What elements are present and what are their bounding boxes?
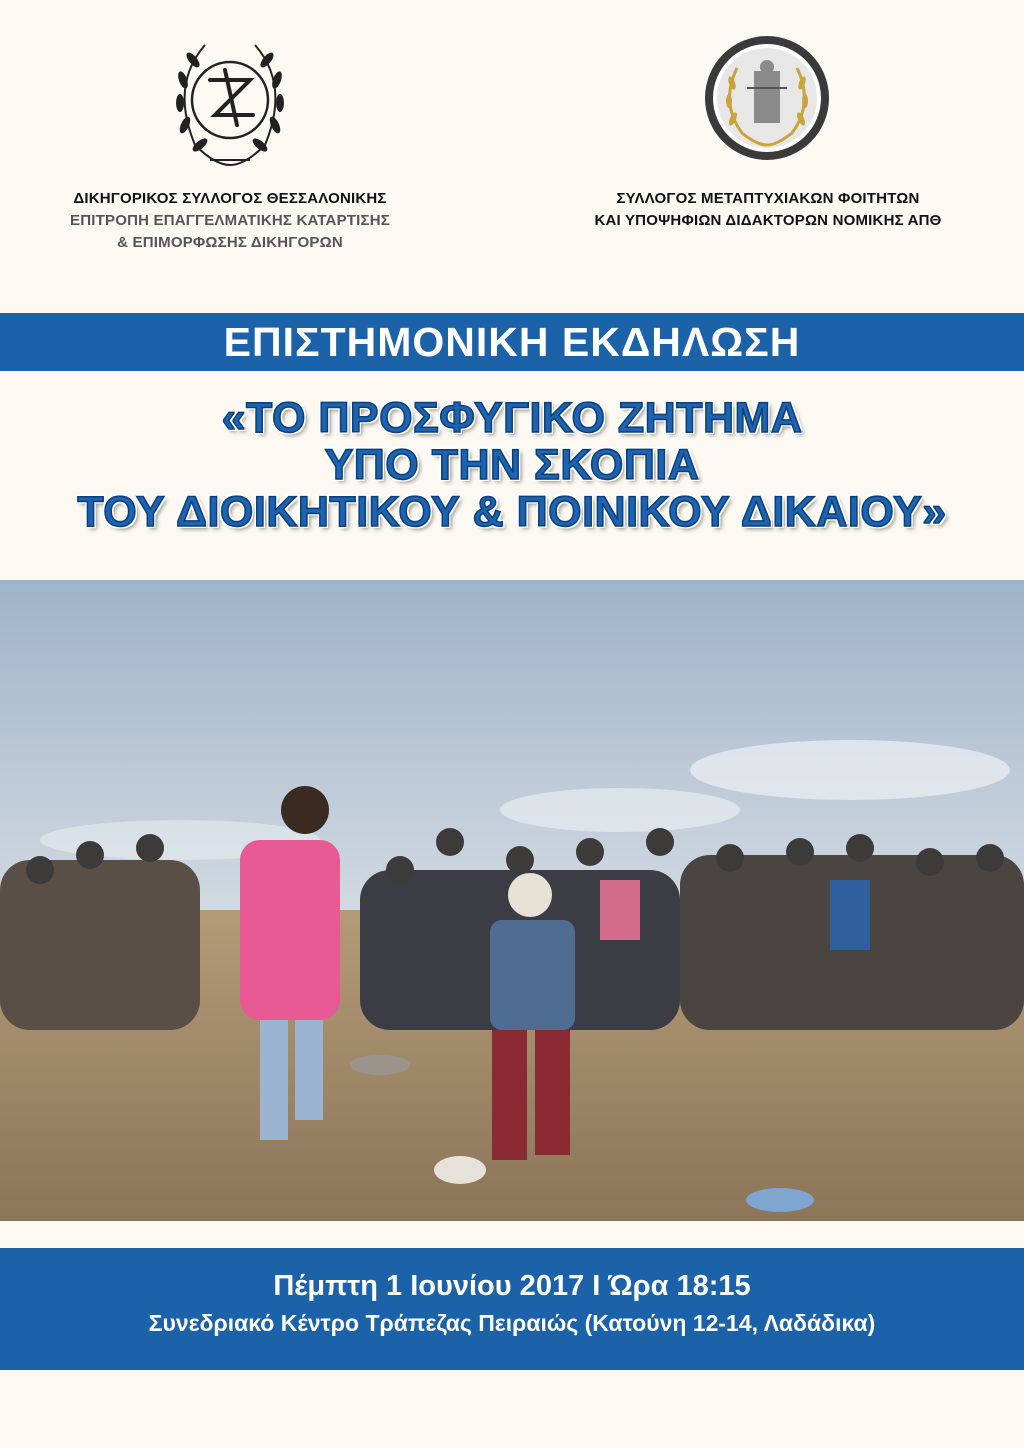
title-line-3: ΤΟΥ ΔΙΟΙΚΗΤΙΚΟΥ & ΠΟΙΝΙΚΟΥ ΔΙΚΑΙΟΥ»	[77, 488, 947, 536]
right-org-name-2: ΚΑΙ ΥΠΟΨΗΦΙΩΝ ΔΙΔΑΚΤΟΡΩΝ ΝΟΜΙΚΗΣ ΑΠΘ	[594, 212, 942, 229]
justice-seal-laurel-icon	[702, 33, 832, 163]
left-org-committee-2: & ΕΠΙΜΟΡΦΩΣΗΣ ΔΙΚΗΓΟΡΩΝ	[117, 234, 343, 251]
left-org-name: ΔΙΚΗΓΟΡΙΚΟΣ ΣΥΛΛΟΓΟΣ ΘΕΣΣΑΛΟΝΙΚΗΣ	[73, 190, 387, 207]
bar-association-logo	[165, 25, 295, 170]
right-org-name: ΣΥΛΛΟΓΟΣ ΜΕΤΑΠΤΥΧΙΑΚΩΝ ΦΟΙΤΗΤΩΝ	[616, 190, 920, 207]
postgraduate-association-logo	[702, 33, 832, 163]
event-date-time: Πέμπτη 1 Ιουνίου 2017 Ι Ώρα 18:15	[273, 1270, 751, 1302]
event-type-banner: ΕΠΙΣΤΗΜΟΝΙΚΗ ΕΚΔΗΛΩΣΗ	[0, 313, 1024, 371]
refugee-children-walking-photo-icon	[0, 580, 1024, 1221]
right-org-text	[548, 188, 988, 232]
event-details-banner	[0, 1248, 1024, 1370]
title-line-1: «ΤΟ ΠΡΟΣΦΥΓΙΚΟ ΖΗΤΗΜΑ	[221, 394, 803, 442]
bar-association-laurel-emblem-icon	[165, 25, 295, 170]
event-venue: Συνεδριακό Κέντρο Τράπεζας Πειραιώς (Κατούνη 12-14, Λαδάδικα)	[148, 1310, 876, 1336]
left-org-committee: ΕΠΙΤΡΟΠΗ ΕΠΑΓΓΕΛΜΑΤΙΚΗΣ ΚΑΤΑΡΤΙΣΗΣ	[70, 212, 390, 229]
left-org-text	[30, 188, 430, 254]
title-line-2: ΥΠΟ ΤΗΝ ΣΚΟΠΙΑ	[324, 441, 700, 489]
event-title	[0, 395, 1024, 536]
